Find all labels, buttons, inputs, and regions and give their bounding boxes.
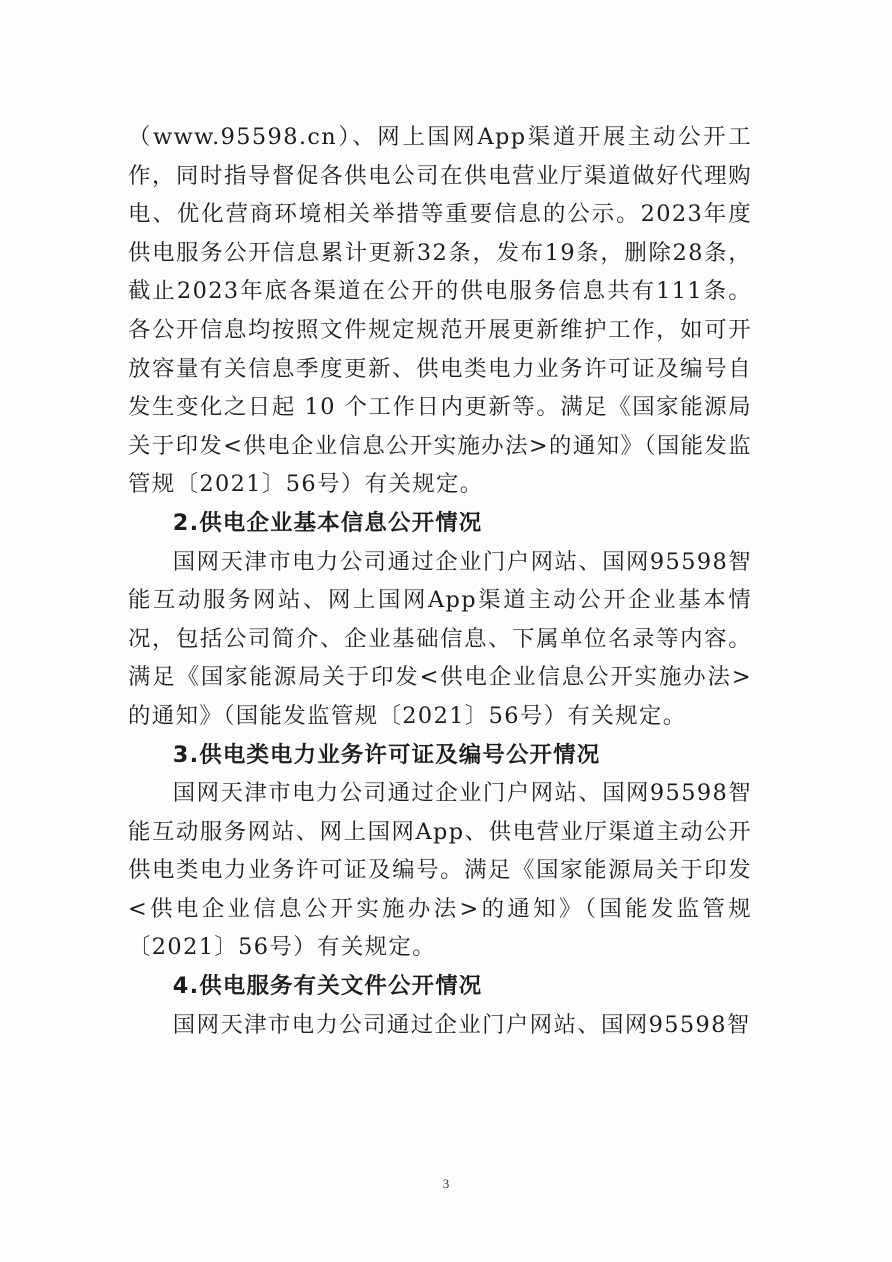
document-body xyxy=(128,118,752,1044)
page-number: 3 xyxy=(442,1176,450,1191)
section-heading-license: 3.供电类电力业务许可证及编号公开情况 xyxy=(172,741,601,768)
paragraph-service-documents: 国网天津市电力公司通过企业门户网站、国网95598智 xyxy=(172,1011,751,1038)
paragraph-basic-info: 国网天津市电力公司通过企业门户网站、国网95598智能互动服务网站、网上国网App渠道主动公开企业基本情况，包括公司简介、企业基础信息、下属单位名录等内容。满足《国家能源局关于印发<供电企业信息公开实施办法>的通知》（国能发监管规〔2021〕56号）有关规定。 xyxy=(128,548,752,729)
paragraph-license: 国网天津市电力公司通过企业门户网站、国网95598智能互动服务网站、网上国网App、供电营业厅渠道主动公开供电类电力业务许可证及编号。满足《国家能源局关于印发<供电企业信息公开实施办法>的通知》（国能发监管规〔2021〕56号）有关规定。 xyxy=(128,780,752,961)
section-heading-basic-info: 2.供电企业基本信息公开情况 xyxy=(172,509,483,536)
section-heading-service-documents: 4.供电服务有关文件公开情况 xyxy=(172,973,483,1000)
paragraph-public-info-summary: （www.95598.cn）、网上国网App渠道开展主动公开工作，同时指导督促各供电公司在供电营业厅渠道做好代理购电、优化营商环境相关举措等重要信息的公示。2023年度供电服务公开信息累计更新32条，发布19条，删除28条，截止2023年底各渠道在公开的供电服务信息共有111条。各公开信息均按照文件规定规范开展更新维护工作，如可开放容量有关信息季度更新、供电类电力业务许可证及编号自发生变化之日起 10 个工作日内更新等。满足《国家能源局关于印发<供电企业信息公开实施办法>的通知》（国能发监管规〔2021〕56号）有关规定。 xyxy=(128,124,752,498)
